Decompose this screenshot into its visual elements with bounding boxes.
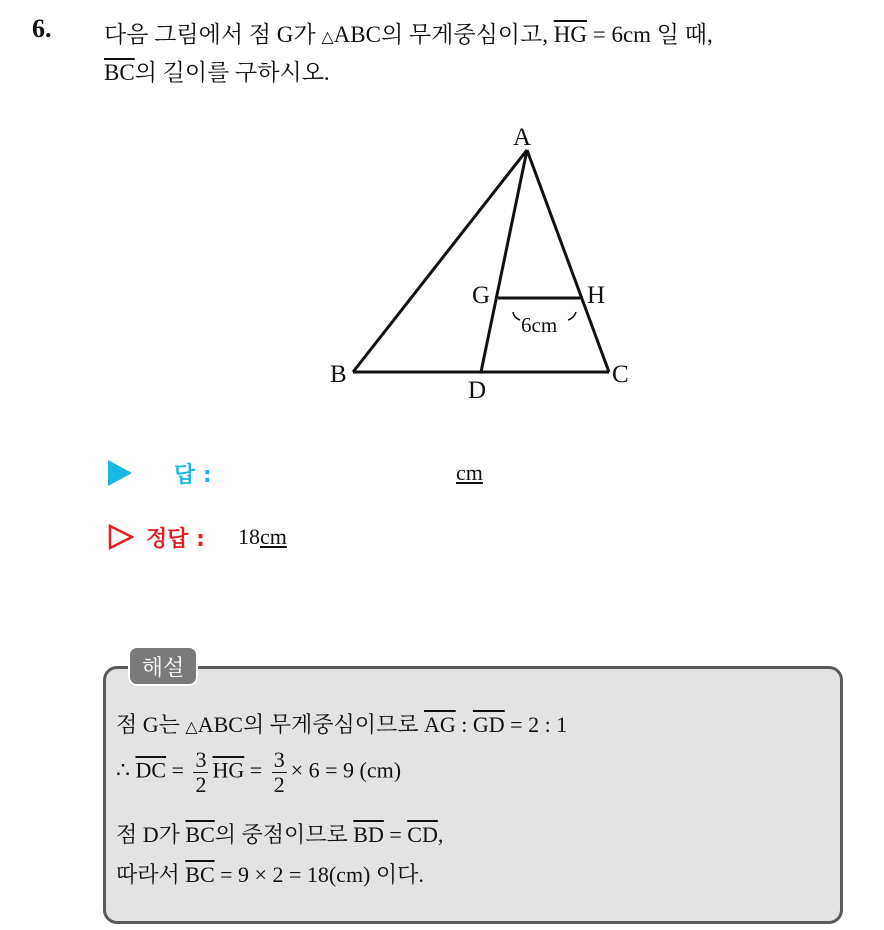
solution-line-1 (116, 708, 567, 739)
segment-bc: $\overline{BC}$ (185, 822, 215, 847)
fraction-denominator: 2 (195, 772, 207, 797)
answer-label: 답 : (174, 463, 212, 488)
segment-bc: $\overline{BC}$ (185, 862, 215, 887)
question-text: 의 길이를 구하시오. (134, 60, 330, 85)
correct-value (238, 524, 287, 550)
answer-unit: cm (456, 460, 483, 485)
solution-text: ABC의 무게중심이므로 (197, 712, 424, 737)
label-h: H (587, 282, 606, 309)
side-ac (527, 150, 609, 372)
question-text: ABC의 무게중심이고, (333, 22, 554, 47)
label-c: C (612, 361, 629, 388)
correct-unit: cm (260, 524, 287, 549)
solution-text: = (244, 757, 268, 783)
play-arrow-icon (108, 460, 132, 486)
solution-text: 점 G는 (116, 712, 186, 737)
answer-row (108, 458, 528, 490)
segment-dc: $\overline{DC}$ (135, 757, 167, 783)
solution-text: , (437, 822, 444, 847)
solution-text: 의 중점이므로 (214, 822, 354, 847)
segment-hg: $\overline{HG}$ (212, 757, 245, 783)
measure-arc-right (568, 312, 576, 320)
segment-gd: $\overline{GD}$ (472, 712, 505, 737)
segment-cd: $\overline{CD}$ (407, 822, 438, 847)
solution-text: : (455, 712, 473, 737)
label-g: G (472, 282, 491, 309)
segment-bd: $\overline{BD}$ (353, 822, 384, 847)
solution-text: 점 D가 (116, 822, 186, 847)
outline-arrow-icon (108, 524, 134, 550)
triangle-symbol: △ (185, 719, 198, 736)
fraction-numerator: 3 (195, 747, 207, 772)
label-b: B (330, 361, 347, 388)
side-ab (353, 150, 527, 372)
solution-line-3 (116, 818, 443, 849)
label-d: D (468, 377, 487, 404)
solution-text: 따라서 (116, 862, 186, 887)
correct-label: 정답 : (146, 527, 205, 552)
solution-line-2 (116, 748, 401, 797)
correct-answer-row (108, 520, 528, 554)
median-ad (481, 150, 527, 372)
solution-text: = (383, 822, 408, 847)
fraction-denominator: 2 (273, 772, 285, 797)
correct-number: 18 (238, 524, 260, 549)
segment-bc: $\overline{BC}$ (104, 60, 135, 85)
segment-ag: $\overline{AG}$ (423, 712, 456, 737)
triangle-symbol: △ (321, 29, 334, 46)
triangle-figure (0, 0, 884, 420)
question-text: = 6cm 일 때, (586, 22, 713, 47)
fraction-numerator: 3 (273, 747, 285, 772)
measure-label: 6cm (521, 313, 558, 337)
solution-text: = (166, 757, 190, 783)
segment-hg: $\overline{HG}$ (553, 22, 587, 47)
question-text: 다음 그림에서 점 G가 (104, 22, 322, 47)
fraction-3-2 (193, 748, 208, 797)
measure-arc-left (513, 312, 520, 320)
label-a: A (513, 124, 532, 151)
question-number: 6. (32, 14, 52, 43)
solution-text: = 9 × 2 = 18(cm) 이다. (214, 862, 424, 887)
solution-tab: 해설 (128, 646, 198, 686)
fraction-3-2 (272, 748, 287, 797)
solution-line-4 (116, 858, 424, 889)
solution-text: × 6 = 9 (cm) (290, 757, 402, 783)
solution-text: = 2 : 1 (504, 712, 568, 737)
therefore-sign: ∴ (116, 757, 136, 783)
